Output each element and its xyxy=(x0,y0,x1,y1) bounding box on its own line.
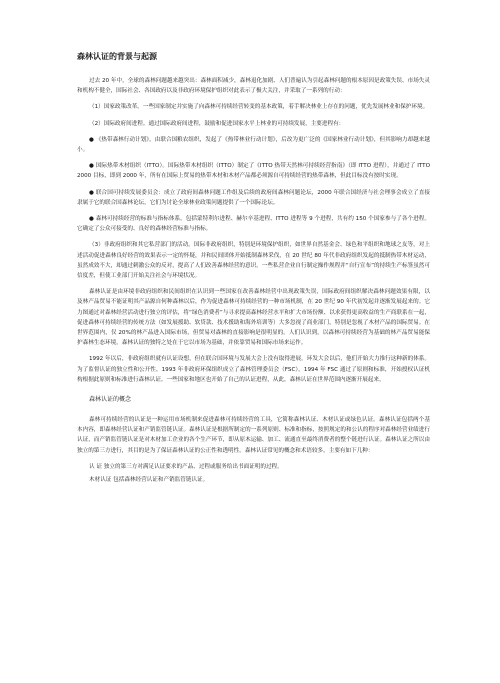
paragraph-concept: 森林可持续经营的认证是一种运用市场机制来促进森林可持续经营的工具，它简称森林认证、木材认证或绿色认证。森林认证包括两个基本内容，即森林经营认证和产销监管链认证。森林认证是根据所制定的一系列原则、标准和指标，按照规定的和公认的程序对森林经营业绩进行认证，而产销监管链认证是对木材加工企业的各个生产环节，即从原木运输、加工、流通直至最终消费者的整个链进行认证。森林认证之所以由独立的第三方进行，其目的是为了保证森林认证的公正性和透明性。森林认证常见的概念和术语较多，主要有如下几种： xyxy=(77,417,430,454)
bullet-itto: ● 国际热带木材组织（ITTO）。国际热带木材组织（ITTO）制定了《ITTO 热带天然林可持续经营指南》（即 ITTO 进程），并通过了 ITTO2000 目标，即到 2000 年，所有在国际上贸易的热带木材和木材产品都必须源自可持续经营的热带森林，但此目标没有按时实现。 xyxy=(77,163,430,180)
document-title: 森林认证的背景与起源 xyxy=(77,52,157,61)
definition-certification: 认 证 独立的第三方对满足认证要求的产品、过程或服务给出书面证明的过程。 xyxy=(89,463,283,470)
paragraph-certification-origin: 森林认证是由环境非政府组织和民间组织在认识到一些国家在改善森林经营中出现政策失误，国际政府间组织解决森林问题效果有限，以及林产品贸易不能证明其产品源自何种森林以后，作为促进森林可持续经营的一种市场机制，在 20 世纪 90 年代初发起并逐渐发展起来的。它力图通过对森林经营活动进行独立的评估，将“绿色消费者”与寻求提高森林经营水平和扩大市场份额、以求获得更高收益的生产商联系在一起，促进森林可持续经营的传统方法（如发展援助、软贷款、技术援助和海外培训等）大多忽视了商业部门，特别是忽视了木材产品的国际贸易。在世界范围内，仅 20%的林产品进入国际市场，但贸易对森林的直接影响是很明显的。人们认识到，以森林可持续经营为基础的林产品贸易能保护森林生态环境，森林认证的独特之处在于它以市场为基础，并依靠贸易和国际市场来运作。 xyxy=(77,289,430,347)
paragraph-intergovernmental: （2）国际政府间进程。通过国际政府间进程，鼓励和促进国家水平上林业的可持续发展，主要进程有： xyxy=(89,120,345,127)
bullet-tfap: ● 《热带森林行动计划》。由联合国粮农组织，发起了《热带林业行动计划》，后改为更广泛的《国家林业行动计划》，但其影响力却越来越小。 xyxy=(77,136,430,154)
paragraph-fsc-history: 1992 年以后，非政府组织就有认证设想，但在联合国环境与发展大会上没有取得进展。环发大会以后，他们开始大力推行这种新的体系。为了监督认证的独立性和公开性，1993 年非政府环保组织成立了森林管理委员会（FSC）。1994 年 FSC 通过了原则和标准，开始授权认证机构根据此原则和标准进行森林认证。一些国家和地区也开始了自己的认证进程，从此，森林认证在世界范围内逐渐开展起来。 xyxy=(77,356,430,383)
paragraph-policy-reform: （1）国家政策改革。一些国家制定并实施了向森林可持续经营转变的基本政策，着手解决林业上存在的问题，优先发展林业和保护环境。 xyxy=(89,104,429,111)
paragraph-ngo-activities: （3）非政府组织和其它私营部门的活动。国际非政府组织，特别是环境保护组织，如世界自然基金会、绿色和平组织和地球之友等，对上述活动促进森林良好经营的效果表示一定的怀疑，并和民间团体开始抵制森林采伐，在 20 世纪 80 年代非政府组织发起的抵制热带木材运动，虽然成效不大，却通过刺激公众的反对，提高了人们改善森林经营的意识。一些私营企业自行制定操作规程并“自行宣布”的持续生产标签虽然可信度差，但使工业部门开始关注社会与环境状况。 xyxy=(77,242,430,280)
bullet-un-csd: ● 联合国可持续发展委员会：成立了政府间森林问题工作组及后续的政府间森林问题论坛，2000 年联合国经济与社会理事会成立了直接隶属于它的联合国森林论坛，它们为讨论全球林业政策问题提供了一个国际论坛。 xyxy=(77,189,430,206)
paragraph-intro: 过去 20 年中，全球的森林问题越来越突出：森林面积减少，森林退化加剧、人们普遍认为引起森林问题的根本原因是政策失误、市场失灵和机构不健全，国际社会、各国政府以及非政府环境保护组织对此表示了极大关注，并采取了一系列的行动： xyxy=(77,78,430,95)
definition-timber-certification: 木材认证 包括森林经营认证和产销监管链认证。 xyxy=(89,477,209,484)
section-heading-concept: 森林认证的概念 xyxy=(89,396,132,404)
bullet-criteria-indicators: ● 森林可持续经营的标准与指标体系，包括蒙特利尔进程、赫尔辛基进程、ITTO 进程等 9 个进程，共有约 150 个国家参与了各个进程。它确定了公众可接受的、良好的森林经营标准与指标。 xyxy=(77,216,430,233)
